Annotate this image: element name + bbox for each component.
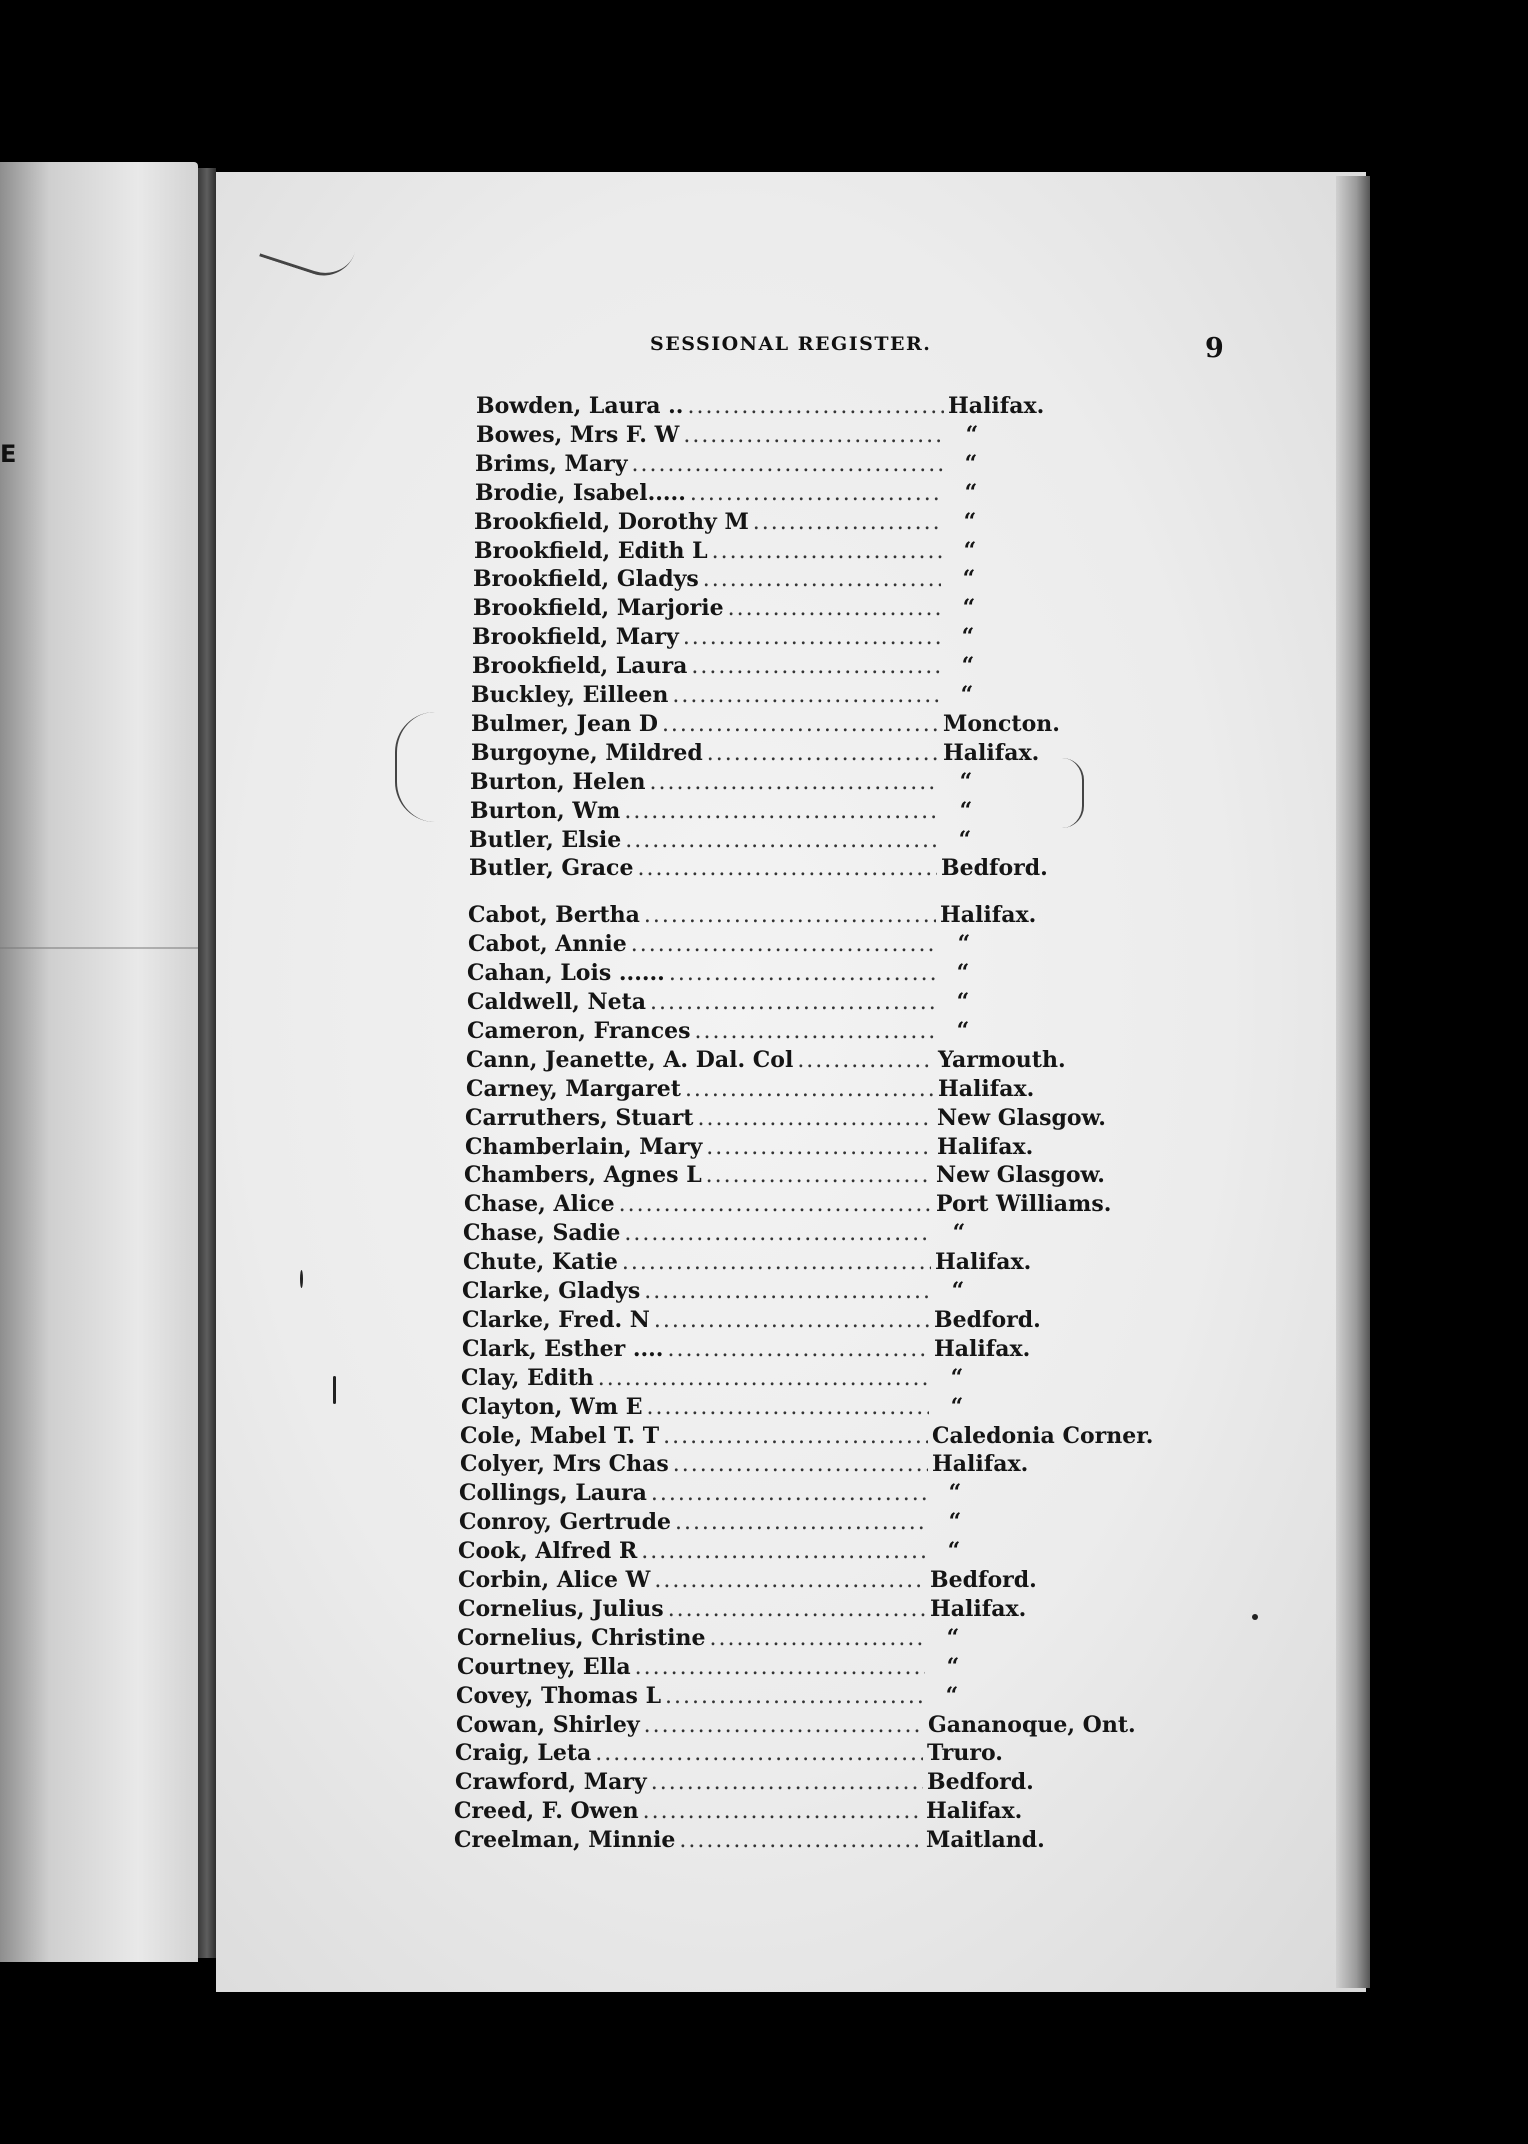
dot-leader bbox=[625, 827, 937, 855]
entry-name: Corbin, Alice W bbox=[458, 1567, 651, 1593]
entry-place: “ bbox=[948, 1509, 962, 1536]
dot-leader bbox=[662, 711, 939, 739]
dot-leader bbox=[703, 566, 941, 594]
register-entry bbox=[474, 508, 994, 536]
register-entry bbox=[470, 768, 990, 796]
entry-name: Courtney, Ella bbox=[457, 1653, 631, 1680]
dot-leader bbox=[667, 1336, 930, 1364]
entry-place: Halifax. bbox=[943, 739, 1040, 766]
register-entry bbox=[476, 392, 1044, 420]
entry-name: Brookfield, Marjorie bbox=[473, 595, 724, 622]
entry-name: Crawford, Mary bbox=[455, 1769, 647, 1796]
dot-leader bbox=[635, 1654, 925, 1682]
dot-leader bbox=[753, 509, 942, 537]
dot-leader bbox=[643, 1798, 922, 1826]
dot-leader bbox=[619, 1191, 932, 1219]
entry-name: Creed, F. Owen bbox=[454, 1798, 639, 1825]
entry-place: “ bbox=[945, 1682, 959, 1709]
pen-bracket-right bbox=[1060, 758, 1084, 828]
entry-name: Caldwell, Neta bbox=[467, 989, 646, 1015]
entry-place: “ bbox=[958, 826, 972, 853]
entry-name: Bulmer, Jean D bbox=[471, 710, 658, 737]
entry-place: “ bbox=[959, 768, 973, 795]
register-entry bbox=[462, 1306, 1041, 1334]
dot-leader bbox=[644, 1712, 924, 1740]
entry-name: Cole, Mabel T. T bbox=[460, 1422, 660, 1449]
register-entry bbox=[469, 826, 989, 854]
dot-leader bbox=[706, 1134, 933, 1162]
register-entry bbox=[456, 1682, 976, 1710]
entry-name: Cornelius, Christine bbox=[457, 1624, 706, 1651]
dot-leader bbox=[641, 1538, 926, 1566]
entry-place: “ bbox=[957, 931, 971, 958]
entry-name: Cahan, Lois ...... bbox=[467, 960, 665, 987]
entry-name: Clark, Esther .... bbox=[462, 1335, 664, 1362]
register-entry bbox=[466, 1046, 1066, 1074]
entry-name: Bowden, Laura .. bbox=[476, 393, 684, 419]
dot-leader bbox=[622, 1249, 931, 1277]
entry-place: Halifax. bbox=[930, 1595, 1027, 1622]
entry-place: “ bbox=[961, 653, 975, 680]
entry-name: Brookfield, Gladys bbox=[473, 566, 699, 593]
register-entry bbox=[475, 450, 995, 478]
entry-place: “ bbox=[946, 1624, 960, 1651]
register-entry bbox=[467, 988, 987, 1016]
entry-name: Cabot, Bertha bbox=[468, 902, 640, 929]
dot-leader bbox=[665, 1683, 924, 1711]
register-entry bbox=[461, 1393, 981, 1421]
page-header: SESSIONAL REGISTER. bbox=[650, 333, 932, 355]
entry-name: Colyer, Mrs Chas bbox=[460, 1451, 669, 1478]
dot-leader bbox=[679, 1827, 922, 1855]
entry-place: “ bbox=[946, 1653, 960, 1680]
entry-name: Creelman, Minnie bbox=[454, 1827, 676, 1854]
entry-place: “ bbox=[950, 1364, 964, 1391]
entry-place: Halifax. bbox=[935, 1249, 1032, 1276]
dot-leader bbox=[663, 1423, 928, 1451]
entry-name: Burton, Helen bbox=[470, 768, 646, 795]
register-entry bbox=[454, 1826, 1045, 1854]
page-number: 9 bbox=[1205, 333, 1224, 364]
register-entry bbox=[459, 1479, 979, 1507]
facing-page-edge-letter: E bbox=[0, 440, 17, 468]
register-entry bbox=[464, 1161, 1105, 1189]
entry-place: New Glasgow. bbox=[936, 1162, 1105, 1189]
entry-place: Halifax. bbox=[932, 1451, 1029, 1478]
dot-leader bbox=[694, 1018, 935, 1046]
entry-place: “ bbox=[951, 1278, 965, 1304]
register-entry bbox=[465, 1104, 1106, 1132]
entry-name: Clarke, Fred. N bbox=[462, 1306, 650, 1333]
entry-name: Butler, Elsie bbox=[469, 826, 622, 853]
entry-name: Conroy, Gertrude bbox=[459, 1509, 671, 1536]
entry-place: Bedford. bbox=[934, 1306, 1041, 1333]
register-entry bbox=[458, 1595, 1026, 1623]
register-entry bbox=[467, 1017, 987, 1045]
register-entry bbox=[463, 1248, 1031, 1276]
entry-name: Cook, Alfred R bbox=[458, 1538, 638, 1565]
dot-leader bbox=[649, 769, 938, 797]
dot-leader bbox=[728, 595, 941, 623]
entry-name: Cornelius, Julius bbox=[458, 1595, 664, 1622]
entry-place: “ bbox=[948, 1480, 962, 1507]
dot-leader bbox=[598, 1365, 929, 1393]
dot-leader bbox=[669, 960, 935, 988]
entry-place: Halifax. bbox=[934, 1335, 1031, 1362]
ink-speck bbox=[1252, 1614, 1258, 1620]
register-entry bbox=[473, 594, 993, 622]
register-entry bbox=[463, 1219, 983, 1247]
dot-leader bbox=[637, 855, 937, 883]
entry-place: Bedford. bbox=[927, 1769, 1034, 1796]
entry-name: Collings, Laura bbox=[459, 1480, 647, 1507]
dot-leader bbox=[644, 902, 936, 930]
entry-place: Port Williams. bbox=[936, 1191, 1112, 1218]
facing-page-fold bbox=[0, 947, 198, 949]
register-entry bbox=[457, 1653, 977, 1681]
entry-name: Carruthers, Stuart bbox=[465, 1104, 694, 1131]
register-entry bbox=[471, 739, 1039, 767]
entry-place: “ bbox=[961, 624, 975, 651]
register-entry bbox=[473, 565, 993, 593]
register-entry bbox=[471, 681, 991, 709]
entry-place: “ bbox=[960, 682, 974, 708]
register-entry bbox=[470, 797, 990, 825]
ink-speck bbox=[333, 1376, 336, 1404]
register-entry bbox=[462, 1277, 982, 1305]
entry-place: “ bbox=[956, 960, 970, 987]
entry-name: Cabot, Annie bbox=[468, 931, 627, 958]
dot-leader bbox=[631, 931, 936, 959]
dot-leader bbox=[797, 1047, 934, 1075]
entry-name: Buckley, Eilleen bbox=[471, 682, 669, 708]
register-entry bbox=[462, 1335, 1030, 1363]
entry-name: Burton, Wm bbox=[470, 797, 621, 824]
entry-name: Chambers, Agnes L bbox=[464, 1162, 702, 1189]
register-entry bbox=[472, 652, 992, 680]
entry-name: Carney, Margaret bbox=[466, 1075, 681, 1102]
entry-name: Brookfield, Mary bbox=[472, 624, 679, 651]
entry-place: “ bbox=[959, 797, 973, 824]
dot-leader bbox=[675, 1509, 927, 1537]
register-entry bbox=[465, 1133, 1033, 1161]
dot-leader bbox=[697, 1105, 933, 1133]
entry-place: Truro. bbox=[927, 1740, 1003, 1767]
entry-name: Cann, Jeanette, A. Dal. Col bbox=[466, 1046, 794, 1073]
entry-name: Butler, Grace bbox=[469, 855, 634, 882]
entry-place: Bedford. bbox=[930, 1567, 1037, 1593]
entry-name: Covey, Thomas L bbox=[456, 1682, 662, 1709]
dot-leader bbox=[646, 1394, 929, 1422]
entry-name: Cowan, Shirley bbox=[456, 1711, 640, 1738]
entry-place: Maitland. bbox=[926, 1827, 1045, 1854]
dot-leader bbox=[707, 740, 939, 768]
dot-leader bbox=[654, 1307, 930, 1335]
entry-place: “ bbox=[963, 537, 977, 564]
register-entry bbox=[466, 1075, 1034, 1103]
entry-place: “ bbox=[962, 595, 976, 622]
dot-leader bbox=[683, 422, 944, 450]
entry-place: Halifax. bbox=[937, 1133, 1034, 1160]
register-entry bbox=[475, 479, 995, 507]
entry-place: “ bbox=[962, 566, 976, 593]
register-entry bbox=[454, 1797, 1022, 1825]
register-entry bbox=[468, 930, 988, 958]
entry-name: Chase, Sadie bbox=[463, 1220, 621, 1247]
dot-leader bbox=[624, 798, 938, 826]
entry-name: Brims, Mary bbox=[475, 450, 628, 477]
entry-place: “ bbox=[964, 450, 978, 477]
entry-place: Gananoque, Ont. bbox=[928, 1711, 1136, 1738]
entry-name: Clayton, Wm E bbox=[461, 1393, 643, 1420]
entry-place: Bedford. bbox=[941, 855, 1048, 882]
dot-leader bbox=[710, 1625, 925, 1653]
dot-leader bbox=[672, 682, 939, 710]
entry-place: “ bbox=[956, 1017, 970, 1044]
entry-place: “ bbox=[950, 1393, 964, 1420]
register-entry bbox=[456, 1711, 1136, 1739]
entry-place: “ bbox=[952, 1220, 966, 1247]
entry-place: Halifax. bbox=[926, 1798, 1023, 1825]
entry-name: Bowes, Mrs F. W bbox=[476, 421, 680, 448]
register-entry bbox=[468, 901, 1036, 929]
dot-leader bbox=[668, 1596, 926, 1624]
register-entry bbox=[455, 1739, 1003, 1767]
dot-leader bbox=[651, 1480, 927, 1508]
register-entry bbox=[460, 1450, 1028, 1478]
register-entry bbox=[476, 421, 996, 449]
register-entry bbox=[460, 1422, 1153, 1450]
register-entry bbox=[457, 1624, 977, 1652]
dot-leader bbox=[685, 1076, 934, 1104]
dot-leader bbox=[706, 1162, 932, 1190]
entry-place: New Glasgow. bbox=[937, 1104, 1106, 1131]
entry-place: Caledonia Corner. bbox=[932, 1422, 1154, 1449]
dot-leader bbox=[654, 1567, 926, 1595]
entry-name: Brodie, Isabel..... bbox=[475, 479, 686, 506]
page-edge-shadow bbox=[1336, 176, 1370, 1988]
entry-name: Burgoyne, Mildred bbox=[471, 739, 703, 766]
dot-leader bbox=[624, 1220, 931, 1248]
dot-leader bbox=[632, 451, 943, 479]
entry-place: Halifax. bbox=[940, 902, 1037, 929]
book-gutter bbox=[198, 168, 216, 1958]
entry-place: “ bbox=[965, 421, 979, 448]
entry-name: Clarke, Gladys bbox=[462, 1278, 641, 1304]
dot-leader bbox=[644, 1278, 930, 1306]
facing-page bbox=[0, 162, 198, 1962]
dot-leader bbox=[651, 1769, 923, 1797]
entry-name: Brookfield, Edith L bbox=[474, 537, 708, 564]
entry-name: Craig, Leta bbox=[455, 1740, 592, 1767]
dot-leader bbox=[673, 1451, 928, 1479]
register-entry bbox=[461, 1364, 981, 1392]
register-entry bbox=[472, 623, 992, 651]
register-entry bbox=[458, 1566, 1037, 1594]
dot-leader bbox=[650, 989, 935, 1017]
entry-place: Halifax. bbox=[948, 393, 1045, 419]
register-entry bbox=[459, 1508, 979, 1536]
entry-name: Chamberlain, Mary bbox=[465, 1133, 703, 1160]
entry-place: “ bbox=[947, 1538, 961, 1565]
register-entry bbox=[471, 710, 1060, 738]
register-entry bbox=[467, 959, 987, 987]
entry-place: “ bbox=[964, 479, 978, 506]
ink-speck bbox=[300, 1270, 303, 1288]
dot-leader bbox=[712, 538, 942, 566]
entry-name: Brookfield, Dorothy M bbox=[474, 508, 749, 535]
entry-place: Halifax. bbox=[938, 1075, 1035, 1102]
register-entry bbox=[455, 1768, 1034, 1796]
entry-place: “ bbox=[963, 508, 977, 535]
register-entry bbox=[464, 1190, 1111, 1218]
entry-place: “ bbox=[956, 989, 970, 1015]
entry-name: Brookfield, Laura bbox=[472, 653, 688, 680]
dot-leader bbox=[595, 1740, 923, 1768]
entry-name: Cameron, Frances bbox=[467, 1017, 691, 1044]
register-entry bbox=[469, 854, 1048, 882]
entry-name: Chase, Alice bbox=[464, 1191, 615, 1218]
dot-leader bbox=[683, 624, 940, 652]
entry-name: Clay, Edith bbox=[461, 1364, 594, 1391]
entry-place: Yarmouth. bbox=[938, 1046, 1066, 1073]
dot-leader bbox=[691, 653, 940, 681]
register-entry bbox=[458, 1537, 978, 1565]
dot-leader bbox=[687, 393, 944, 421]
dot-leader bbox=[690, 480, 943, 508]
entry-place: Moncton. bbox=[943, 710, 1060, 737]
register-entry bbox=[474, 537, 994, 565]
entry-name: Chute, Katie bbox=[463, 1249, 618, 1276]
